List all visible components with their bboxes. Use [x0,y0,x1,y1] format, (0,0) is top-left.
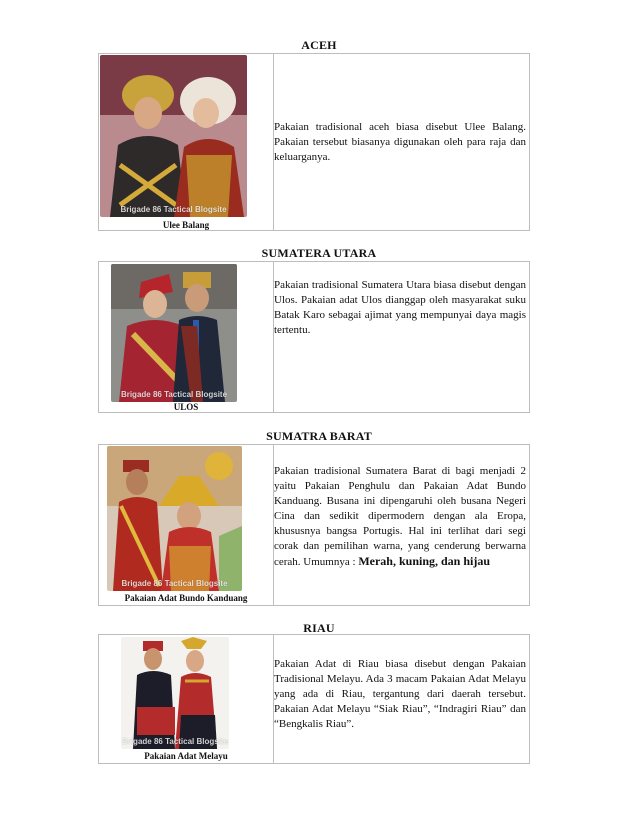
image-caption: ULOS [173,402,199,412]
image-caption: Pakaian Adat Bundo Kanduang [124,593,248,603]
photo-watermark: Brigade 86 Tactical Blogsite [120,205,227,214]
section-description [274,464,526,570]
section-heading-sumatra-barat: SUMATRA BARAT [266,429,372,443]
section-row-sumatra-barat [98,444,530,606]
section-heading-riau: RIAU [303,621,335,635]
section-description: Pakaian tradisional Sumatera Utara biasa disebut dengan Ulos. Pakaian adat Ulos dianggap oleh masyarakat suku Batak Karo sebagai ajimat yang mempunyai daya magis tertentu. [274,279,526,336]
text-cell [274,445,529,605]
image-caption: Pakaian Adat Melayu [144,751,228,761]
image-cell [99,262,274,412]
image-caption: Ulee Balang [162,220,210,230]
section-heading-sumatera-utara: SUMATERA UTARA [261,246,377,260]
text-cell [274,262,529,412]
text-cell [274,54,529,230]
description-highlight: Merah, kuning, dan hijau [358,554,491,568]
description-text: Pakaian tradisional Sumatera Barat di bagi menjadi 2 yaitu Pakaian Penghulu dan Pakaian Adat Bundo Kanduang. Busana ini dipengaruhi oleh busana Negeri Cina dan sedikit dipermodern dengan ala Eropa, khususnya bangsa Portugis. Hal ini terlihat dari segi corak dan pemilihan warna, yang cenderung berwarna cerah. Umumnya : [274,465,526,568]
aceh-costume-photo [100,55,247,217]
image-cell [99,54,274,230]
section-description: Pakaian Adat di Riau biasa disebut dengan Pakaian Tradisional Melayu. Ada 3 macam Pakaian Adat Melayu yang ada di Riau, tergantung dari daerah tersebut. Pakaian Adat Melayu “Siak Riau”, “Indragiri Riau” dan “Bengkalis Riau”. [274,658,526,730]
section-row-riau [98,634,530,764]
ulos-costume-photo [111,264,237,402]
photo-watermark: Brigade 86 Tactical Blogsite [121,737,229,746]
image-cell [99,445,274,605]
section-row-aceh [98,53,530,231]
section-row-sumatera-utara [98,261,530,413]
section-description: Pakaian tradisional aceh biasa disebut Ulee Balang. Pakaian tersebut biasanya digunakan oleh para raja dan keluarganya. [274,121,526,163]
melayu-costume-photo [121,637,229,749]
image-cell [99,635,274,763]
photo-watermark: Brigade 86 Tactical Blogsite [121,579,228,588]
bundo-kanduang-photo [107,446,242,591]
section-heading-aceh: ACEH [301,38,337,52]
photo-watermark: Brigade 86 Tactical Blogsite [120,390,228,399]
text-cell [274,635,529,763]
